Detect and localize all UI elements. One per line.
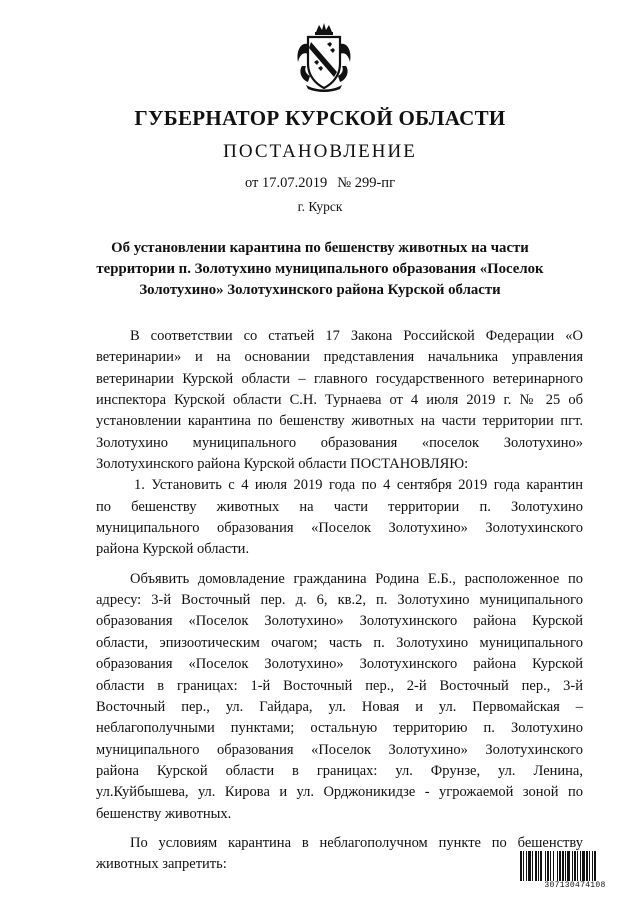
barcode-bar (526, 851, 527, 881)
body-line: муниципального образования «Поселок Золотухино» Золотухинского (96, 520, 583, 537)
body-line: образования «Поселок Золотухино» Золотухинского района Курской (96, 613, 583, 630)
barcode-number: 307130474108 (520, 881, 630, 891)
barcode-bar (540, 851, 542, 881)
barcode-bar (577, 851, 578, 881)
document-number: № 299-пг (337, 175, 396, 191)
barcode-bar (572, 851, 573, 881)
body-line: Золотухинского района Курской области ПОСТАНОВЛЯЮ: (96, 456, 469, 473)
body-line: По условиям карантина в неблагополучном пункте по бешенству (130, 834, 583, 851)
paragraph-declaration (96, 569, 583, 825)
barcode-bar (520, 851, 522, 881)
issuer-title: ГУБЕРНАТОР КУРСКОЙ ОБЛАСТИ (134, 106, 506, 130)
body-line: установлении карантина по бешенству животных на части территории пгт. (96, 413, 583, 430)
body-line: области, эпизоотическим очагом; часть п. Золотухино муниципального (96, 634, 583, 651)
body-line: по бешенству животных на части территории п. Золотухино (96, 498, 583, 515)
document-type: ПОСТАНОВЛЕНИЕ (223, 141, 417, 162)
body-line: района Курской области. (96, 541, 250, 558)
body-line: Золотухино муниципального образования «поселок Золотухино» (96, 434, 583, 451)
body-line: области в границах: 1-й Восточный пер., 2-й Восточный пер., 3-й (96, 677, 583, 694)
date-line (0, 175, 640, 192)
body-line: ветеринарии Курской области – главного государственного ветеринарного (96, 370, 583, 387)
subject-line: территории п. Золотухино муниципального образования «Поселок (96, 261, 544, 277)
body-line: района Курской области в границах: ул. Фрунзе, ул. Ленина, (96, 762, 583, 779)
barcode-bar (523, 851, 524, 881)
paragraph-restrictions (96, 833, 583, 876)
body-line: 1. Установить с 4 июля 2019 года по 4 сентября 2019 года карантин (134, 477, 583, 494)
barcode-bar (582, 851, 585, 881)
barcode-bar (553, 851, 554, 881)
document-barcode (518, 851, 630, 891)
barcode-bar (565, 851, 566, 881)
subject-line: Об установлении карантина по бешенству животных на части (111, 240, 529, 256)
body-line: бешенству животных. (96, 805, 232, 822)
barcode-bar (594, 851, 596, 881)
document-date: от 17.07.2019 (244, 175, 328, 191)
barcode-bar (528, 851, 531, 881)
barcode-bar (586, 851, 588, 881)
barcode-bar (574, 851, 576, 881)
body-line: ветеринарии» и на основании представления начальника управления (96, 349, 583, 366)
barcode-bar (562, 851, 564, 881)
body-line: ул.Куйбышева, ул. Кирова и ул. Орджоникидзе - угрожаемой зоной по (96, 784, 583, 801)
barcode-bar (589, 851, 590, 881)
paragraph-preamble (96, 326, 583, 475)
body-line: В соответствии со статьей 17 Закона Российской Федерации «О (130, 328, 583, 344)
barcode-bar (592, 851, 593, 881)
document-subject (90, 238, 550, 301)
barcode-bar (545, 851, 546, 881)
barcode-bar (580, 851, 581, 881)
body-line: неблагополучными пунктами; остальную территорию п. Золотухино (96, 720, 583, 737)
body-line: инспектора Курской области С.Н. Турнаева от 4 июля 2019 г. № 25 об (96, 392, 583, 409)
subject-line: Золотухино» Золотухинского района Курской области (139, 282, 501, 298)
body-line: муниципального образования «Поселок Золотухино» Золотухинского (96, 741, 583, 758)
issue-city: г. Курск (297, 199, 343, 214)
barcode-bar (557, 851, 558, 881)
barcode-bar (538, 851, 539, 881)
barcode-bar (567, 851, 570, 881)
body-line: Восточный пер., ул. Гайдара, ул. Новая и ул. Первомайская – (96, 698, 583, 715)
coat-of-arms-emblem (294, 22, 354, 92)
body-line: адресу: 3-й Восточный пер. д. 6, кв.2, п. Золотухино муниципального (96, 592, 583, 609)
barcode-bar (532, 851, 533, 881)
barcode-bar (559, 851, 561, 881)
body-line: образования «Поселок Золотухино» Золотухинского района Курской (96, 656, 583, 673)
document-body (96, 326, 583, 876)
barcode-bar (550, 851, 551, 881)
body-line: животных запретить: (96, 856, 227, 873)
body-line: Объявить домовладение гражданина Родина Е.Б., расположенное по (130, 570, 583, 587)
paragraph-item-1 (96, 475, 583, 560)
barcode-bar (535, 851, 537, 881)
barcode-bar (547, 851, 549, 881)
